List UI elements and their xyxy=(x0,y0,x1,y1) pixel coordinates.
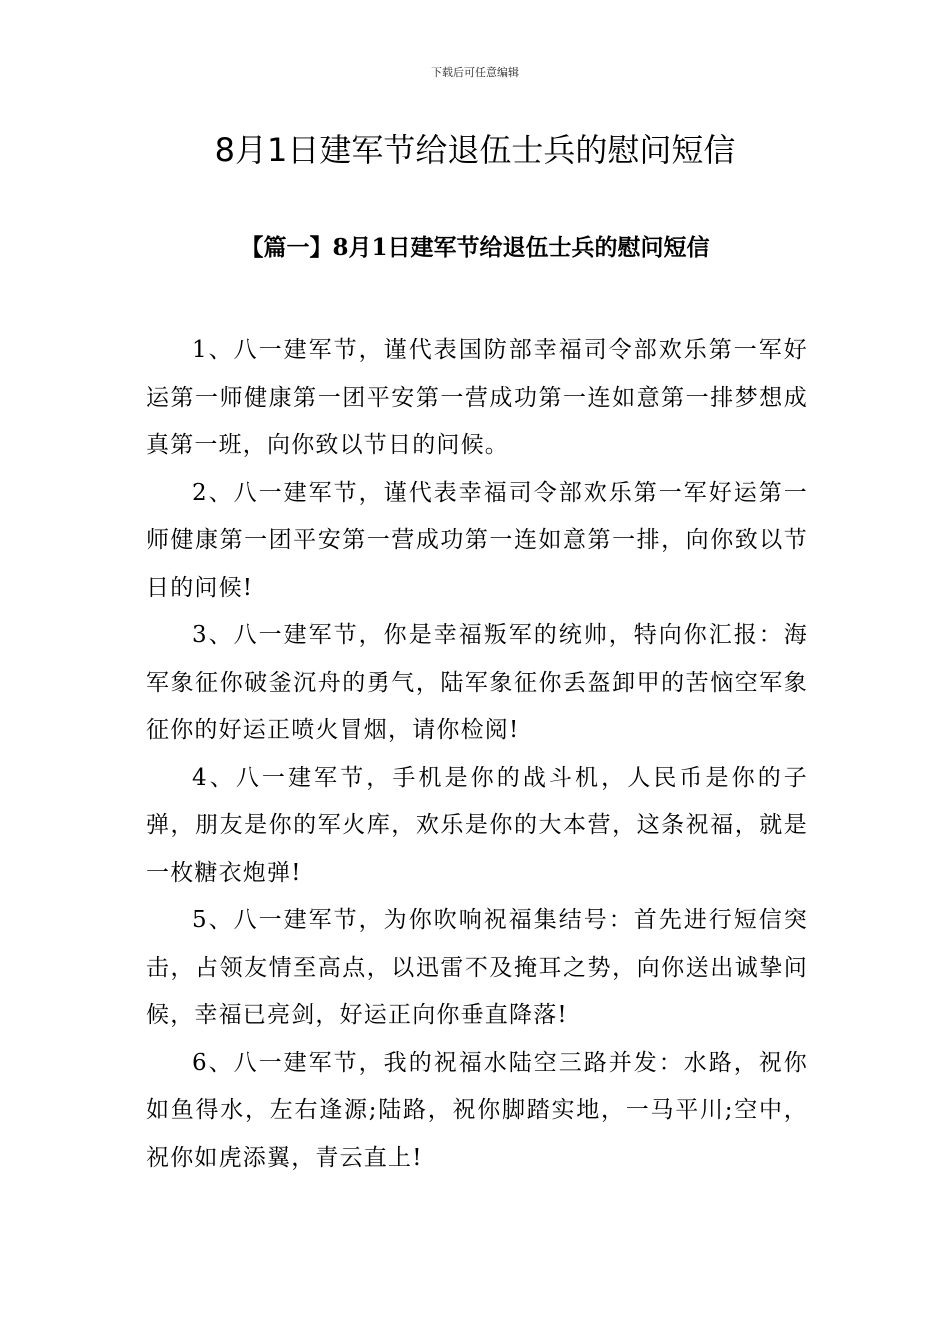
document-title: 8月1日建军节给退伍士兵的慰问短信 xyxy=(214,131,736,169)
message-paragraph-2: 2、八一建军节，谨代表幸福司令部欢乐第一军好运第一师健康第一团平安第一营成功第一连如意第一排，向你致以节日的问候! xyxy=(146,479,808,601)
message-paragraph-4: 4、八一建军节，手机是你的战斗机，人民币是你的子弹，朋友是你的军火库，欢乐是你的大本营，这条祝福，就是一枚糖衣炮弹! xyxy=(146,764,808,886)
section-heading: 【篇一】8月1日建军节给退伍士兵的慰问短信 xyxy=(240,234,710,261)
page-header-note: 下载后可任意编辑 xyxy=(431,66,519,79)
message-paragraph-1: 1、八一建军节，谨代表国防部幸福司令部欢乐第一军好运第一师健康第一团平安第一营成功第一连如意第一排梦想成真第一班，向你致以节日的问候。 xyxy=(146,337,808,458)
message-paragraph-3: 3、八一建军节，你是幸福叛军的统帅，特向你汇报：海军象征你破釜沉舟的勇气，陆军象征你丢盔卸甲的苦恼空军象征你的好运正喷火冒烟，请你检阅! xyxy=(146,622,808,743)
message-list xyxy=(146,327,808,1182)
message-paragraph-5: 5、八一建军节，为你吹响祝福集结号：首先进行短信突击，占领友情至高点，以迅雷不及掩耳之势，向你送出诚挚问候，幸福已亮剑，好运正向你垂直降落! xyxy=(146,907,808,1028)
message-paragraph-6: 6、八一建军节，我的祝福水陆空三路并发：水路，祝你如鱼得水，左右逢源;陆路，祝你脚踏实地，一马平川;空中，祝你如虎添翼，青云直上! xyxy=(146,1049,808,1171)
